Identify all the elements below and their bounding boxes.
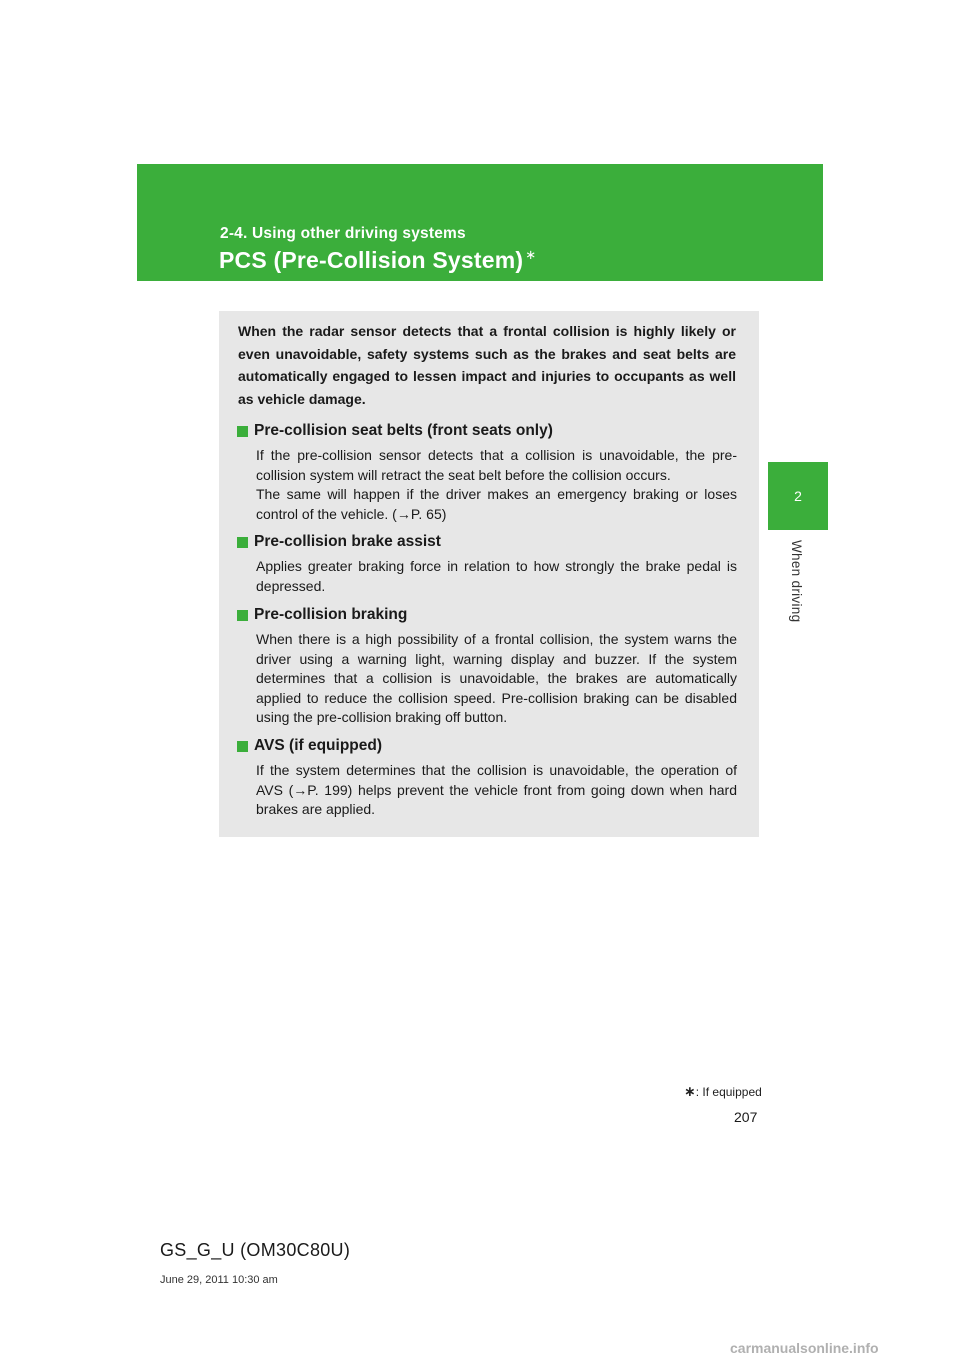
section-brake-assist [237,532,737,596]
section-avs [237,736,737,820]
content-box [219,311,759,837]
asterisk-icon: ∗ [684,1083,696,1099]
section-heading-text: Pre-collision seat belts (front seats only) [254,422,553,439]
green-square-icon [237,610,248,621]
watermark: carmanualsonline.info [730,1340,879,1356]
footnote-text: : If equipped [695,1085,762,1099]
section-body: Applies greater braking force in relation to how strongly the brake pedal is depressed. [256,558,737,594]
section-body: The same will happen if the driver makes an emergency braking or loses control of the vehicle. (→P. 65) [256,486,737,522]
section-body: If the pre-collision sensor detects that a collision is unavoidable, the pre-collision system will retract the seat belt before the collision occurs. [256,447,737,483]
section-heading [237,532,737,552]
section-seat-belts [237,421,737,524]
section-heading-text: AVS (if equipped) [254,737,383,754]
green-square-icon [237,537,248,548]
page-number: 207 [734,1109,758,1125]
chapter-label: When driving [789,540,804,623]
document-code: GS_G_U (OM30C80U) [160,1240,351,1260]
section-label: 2-4. Using other driving systems [220,225,466,242]
footnote [684,1083,762,1100]
section-heading [237,605,737,625]
section-body: If the system determines that the collision is unavoidable, the operation of AVS (→P. 199) helps prevent the vehicle front from going down when hard brakes are applied. [256,762,737,817]
page-title [219,247,536,274]
intro-paragraph: When the radar sensor detects that a frontal collision is highly likely or even unavoidable, safety systems such as the brakes and seat belts are automatically engaged to lessen impact and injuries to occupants as well as vehicle damage. [238,323,736,408]
chapter-tab[interactable] [768,462,828,530]
page-title-text: PCS (Pre-Collision System) [219,247,524,273]
if-equipped-marker: ∗ [525,247,537,263]
section-heading-text: Pre-collision braking [254,606,408,623]
green-square-icon [237,741,248,752]
section-heading [237,421,737,441]
section-braking [237,605,737,728]
section-heading [237,736,737,756]
section-body: When there is a high possibility of a frontal collision, the system warns the driver using a warning light, warning display and buzzer. If the system determines that a collision is unavoidable, the brakes are automatically applied to reduce the collision speed. Pre-collision braking can be disabled using the pre-collision braking off button. [256,631,737,725]
document-date: June 29, 2011 10:30 am [160,1274,278,1286]
section-heading-text: Pre-collision brake assist [254,533,441,550]
chapter-number: 2 [794,488,802,504]
green-square-icon [237,426,248,437]
